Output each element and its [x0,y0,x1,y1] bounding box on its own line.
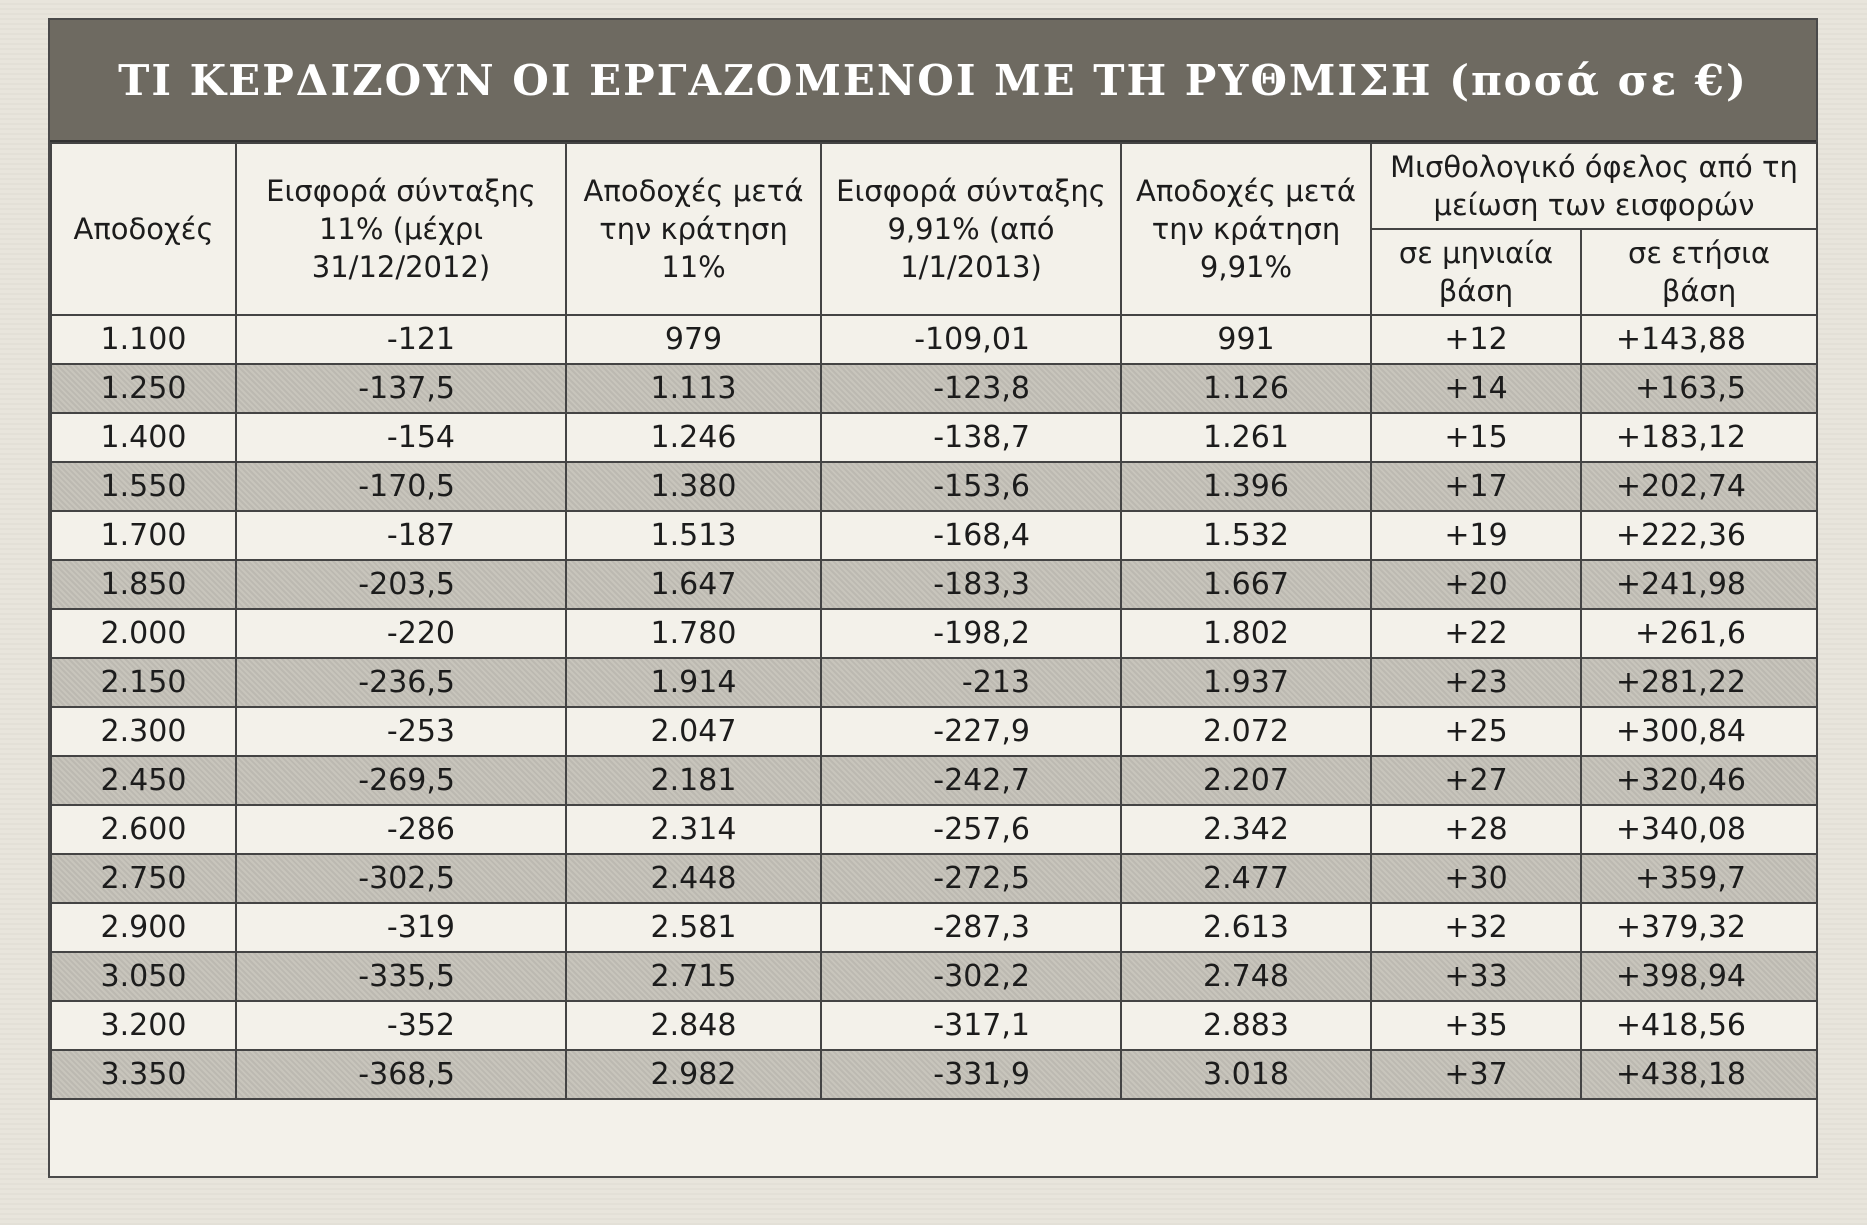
table-cell-col3: 2.848 [566,1001,821,1050]
table-cell-col7: +261,6 [1581,609,1817,658]
table-cell-col4: -213 [821,658,1121,707]
table-row [51,952,1817,1001]
header-col1: Αποδοχές [51,143,236,315]
table-row [51,413,1817,462]
table-cell-col4: -198,2 [821,609,1121,658]
table-row [51,805,1817,854]
table-row [51,560,1817,609]
table-cell-col6: +25 [1371,707,1581,756]
header-col7: σε ετήσια βάση [1581,229,1817,315]
table-cell-col7: +340,08 [1581,805,1817,854]
table-cell-col5: 1.802 [1121,609,1371,658]
table-cell-col7: +241,98 [1581,560,1817,609]
header-row [51,143,1817,229]
table-cell-col3: 1.113 [566,364,821,413]
table-cell-col6: +15 [1371,413,1581,462]
table-cell-col6: +30 [1371,854,1581,903]
table-body [51,315,1817,1099]
table-cell-col5: 1.532 [1121,511,1371,560]
table-cell-col4: -257,6 [821,805,1121,854]
table-row [51,462,1817,511]
table-row [51,609,1817,658]
table-cell-col4: -168,4 [821,511,1121,560]
table-row [51,756,1817,805]
table-row [51,658,1817,707]
table-cell-col3: 1.246 [566,413,821,462]
table-row [51,364,1817,413]
table-cell-col5: 2.748 [1121,952,1371,1001]
table-cell-col2: -253 [236,707,566,756]
table-cell-col1: 1.100 [51,315,236,364]
table-cell-col7: +281,22 [1581,658,1817,707]
table-cell-col4: -317,1 [821,1001,1121,1050]
table-cell-col3: 2.448 [566,854,821,903]
table-cell-col5: 2.207 [1121,756,1371,805]
table-cell-col4: -242,7 [821,756,1121,805]
table-cell-col1: 3.050 [51,952,236,1001]
table-cell-col7: +143,88 [1581,315,1817,364]
table-cell-col2: -368,5 [236,1050,566,1099]
table-cell-col6: +17 [1371,462,1581,511]
table-cell-col7: +418,56 [1581,1001,1817,1050]
table-cell-col6: +12 [1371,315,1581,364]
table-cell-col5: 1.126 [1121,364,1371,413]
table-row [51,903,1817,952]
table-cell-col4: -272,5 [821,854,1121,903]
table-cell-col1: 2.900 [51,903,236,952]
table-cell-col4: -138,7 [821,413,1121,462]
table-row [51,315,1817,364]
table-cell-col7: +222,36 [1581,511,1817,560]
table-cell-col3: 1.914 [566,658,821,707]
table-cell-col3: 979 [566,315,821,364]
table-cell-col3: 2.047 [566,707,821,756]
table-cell-col7: +359,7 [1581,854,1817,903]
table-cell-col2: -352 [236,1001,566,1050]
table-cell-col7: +300,84 [1581,707,1817,756]
title-banner [50,20,1816,142]
table-cell-col6: +28 [1371,805,1581,854]
table-clipping [48,18,1818,1178]
table-cell-col5: 2.072 [1121,707,1371,756]
table-cell-col5: 1.937 [1121,658,1371,707]
table-cell-col7: +163,5 [1581,364,1817,413]
table-cell-col6: +37 [1371,1050,1581,1099]
table-cell-col4: -331,9 [821,1050,1121,1099]
table-cell-col2: -335,5 [236,952,566,1001]
table-cell-col7: +202,74 [1581,462,1817,511]
table-cell-col4: -183,3 [821,560,1121,609]
table-cell-col1: 3.200 [51,1001,236,1050]
table-cell-col2: -187 [236,511,566,560]
table-cell-col2: -154 [236,413,566,462]
table-cell-col3: 2.181 [566,756,821,805]
table-cell-col5: 2.613 [1121,903,1371,952]
table-row [51,511,1817,560]
table-cell-col6: +33 [1371,952,1581,1001]
table-cell-col6: +19 [1371,511,1581,560]
table-cell-col3: 2.314 [566,805,821,854]
table-row [51,1050,1817,1099]
table-cell-col6: +14 [1371,364,1581,413]
table-title: ΤΙ ΚΕΡΔΙΖΟΥΝ ΟΙ ΕΡΓΑΖΟΜΕΝΟΙ ΜΕ ΤΗ ΡΥΘΜΙΣΗ (ποσά σε €) [118,55,1748,105]
table-cell-col4: -287,3 [821,903,1121,952]
table-cell-col1: 1.550 [51,462,236,511]
table-cell-col2: -220 [236,609,566,658]
table-row [51,854,1817,903]
table-cell-col7: +320,46 [1581,756,1817,805]
table-cell-col1: 1.250 [51,364,236,413]
table-cell-col2: -203,5 [236,560,566,609]
table-cell-col7: +398,94 [1581,952,1817,1001]
table-cell-col5: 1.396 [1121,462,1371,511]
table-cell-col1: 3.350 [51,1050,236,1099]
table-cell-col6: +20 [1371,560,1581,609]
table-cell-col2: -121 [236,315,566,364]
table-cell-col2: -302,5 [236,854,566,903]
table-cell-col6: +22 [1371,609,1581,658]
table-cell-col6: +27 [1371,756,1581,805]
table-cell-col4: -123,8 [821,364,1121,413]
table-cell-col3: 2.715 [566,952,821,1001]
table-cell-col2: -236,5 [236,658,566,707]
table-cell-col5: 3.018 [1121,1050,1371,1099]
table-cell-col7: +379,32 [1581,903,1817,952]
table-cell-col5: 2.883 [1121,1001,1371,1050]
table-cell-col3: 1.380 [566,462,821,511]
header-col4: Εισφορά σύνταξης 9,91% (από 1/1/2013) [821,143,1121,315]
table-cell-col5: 2.342 [1121,805,1371,854]
table-cell-col2: -137,5 [236,364,566,413]
table-cell-col1: 2.600 [51,805,236,854]
header-col3: Αποδοχές μετά την κράτηση 11% [566,143,821,315]
table-cell-col1: 2.750 [51,854,236,903]
table-cell-col2: -170,5 [236,462,566,511]
table-cell-col6: +35 [1371,1001,1581,1050]
table-row [51,707,1817,756]
table-cell-col7: +438,18 [1581,1050,1817,1099]
table-cell-col2: -269,5 [236,756,566,805]
table-cell-col5: 991 [1121,315,1371,364]
table-cell-col5: 2.477 [1121,854,1371,903]
table-cell-col6: +32 [1371,903,1581,952]
table-cell-col1: 2.450 [51,756,236,805]
earnings-table [50,142,1818,1100]
table-cell-col1: 2.000 [51,609,236,658]
table-cell-col1: 1.850 [51,560,236,609]
header-col2: Εισφορά σύνταξης 11% (μέχρι 31/12/2012) [236,143,566,315]
table-cell-col4: -302,2 [821,952,1121,1001]
table-cell-col2: -319 [236,903,566,952]
table-cell-col3: 1.647 [566,560,821,609]
header-col5: Αποδοχές μετά την κράτηση 9,91% [1121,143,1371,315]
table-cell-col5: 1.261 [1121,413,1371,462]
table-cell-col3: 1.780 [566,609,821,658]
table-cell-col4: -109,01 [821,315,1121,364]
table-cell-col1: 1.400 [51,413,236,462]
header-group: Μισθολογικό όφελος από τη μείωση των εισφορών [1371,143,1817,229]
table-cell-col3: 2.982 [566,1050,821,1099]
table-cell-col3: 1.513 [566,511,821,560]
table-row [51,1001,1817,1050]
table-cell-col6: +23 [1371,658,1581,707]
table-cell-col1: 2.300 [51,707,236,756]
table-cell-col5: 1.667 [1121,560,1371,609]
header-col6: σε μηνιαία βάση [1371,229,1581,315]
table-cell-col1: 2.150 [51,658,236,707]
table-cell-col7: +183,12 [1581,413,1817,462]
table-cell-col4: -153,6 [821,462,1121,511]
table-cell-col4: -227,9 [821,707,1121,756]
table-cell-col2: -286 [236,805,566,854]
table-cell-col3: 2.581 [566,903,821,952]
table-cell-col1: 1.700 [51,511,236,560]
